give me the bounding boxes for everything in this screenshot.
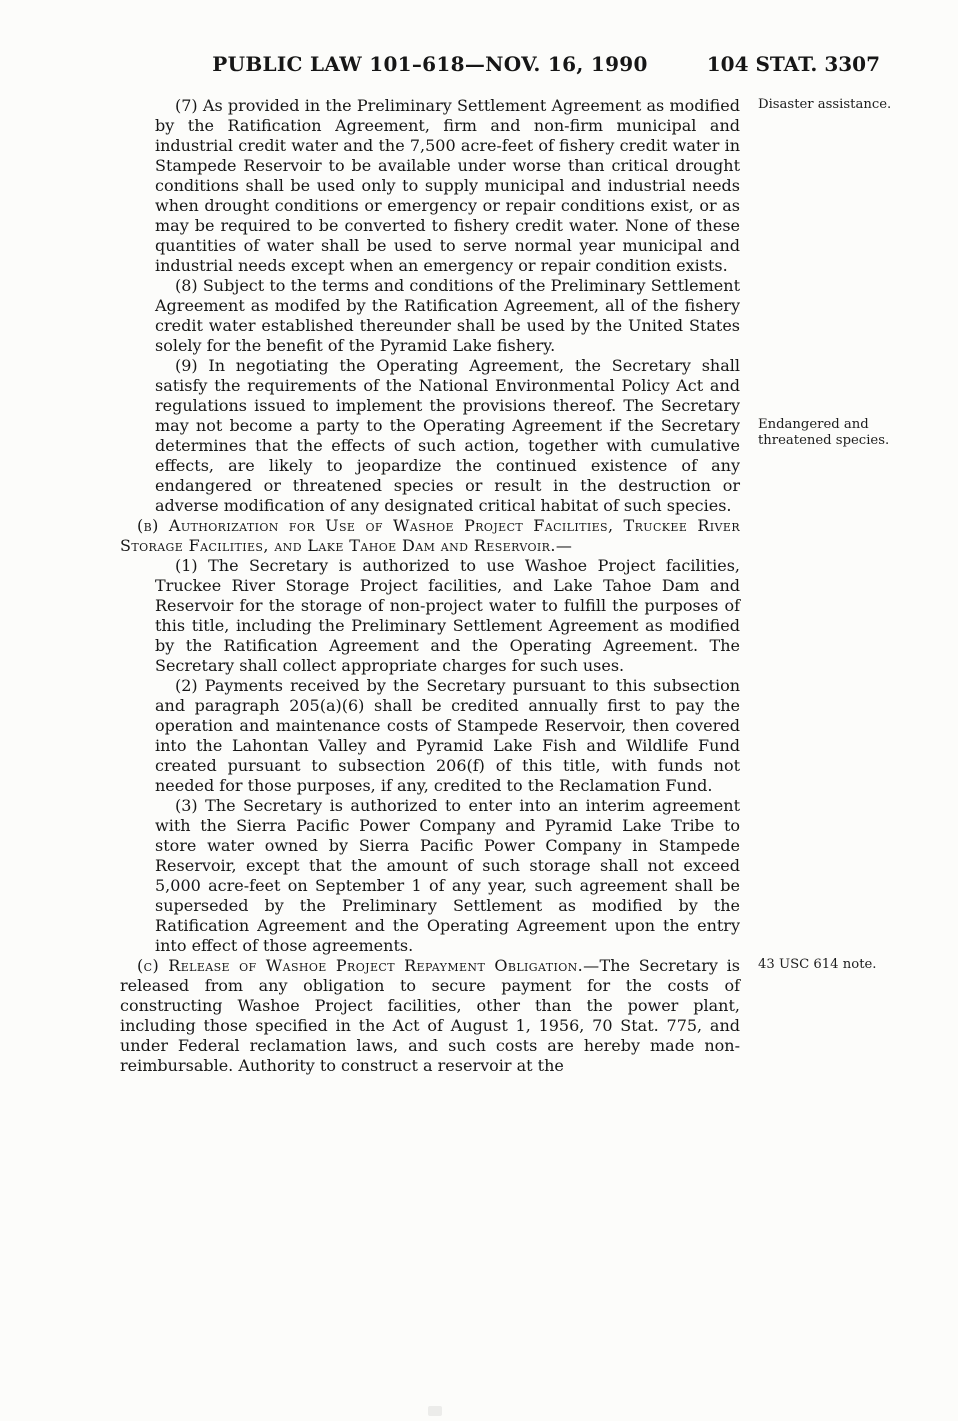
paragraph-7: (7) As provided in the Preliminary Settlement Agreement as modified by the Ratification Agreement, firm and non-firm municipal and industrial credit water and the 7,500 acre-feet of fishery credit water in Stampede Reservoir to be available under worse than critical drought conditions shall be used only to supply municipal and industrial needs when drought conditions or emergency or repair conditions exist, or as may be required to be converted to fishery credit water. None of these quantities of water shall be used to serve normal year municipal and industrial needs except when an emergency or repair condition exists. — [155, 96, 740, 275]
law-title: PUBLIC LAW 101–618—NOV. 16, 1990 — [212, 52, 648, 76]
paragraph-b1: (1) The Secretary is authorized to use Washoe Project facilities, Truckee River Storage Project facilities, and Lake Tahoe Dam and Reservoir for the storage of non-project water to fulfill the purposes of this title, including the Preliminary Settlement Agreement as modified by the Ratification Agreement and the Operating Agreement. The Secretary shall collect appropriate charges for such uses. — [155, 556, 740, 675]
paragraph-9: (9) In negotiating the Operating Agreement, the Secretary shall satisfy the requirements of the National Environmental Policy Act and regulations issued to implement the provisions thereof. The Secretary may not become a party to the Operating Agreement if the Secretary determines that the effects of such action, together with cumulative effects, are likely to jeopardize the continued existence of any endangered or threatened species or result in the destruction or adverse modification of any designated critical habitat of such species. — [155, 356, 740, 515]
paragraph-b3: (3) The Secretary is authorized to enter into an interim agreement with the Sierra Pacific Power Company and Pyramid Lake Tribe to store water owned by Sierra Pacific Power Company in Stampede Reservoir, except that the amount of such storage shall not exceed 5,000 acre-feet on September 1 of any year, such agreement shall be superseded by the Preliminary Settlement as modified by the Ratification Agreement and the Operating Agreement upon the entry into effect of those agreements. — [155, 796, 740, 955]
paragraph-8: (8) Subject to the terms and conditions of the Preliminary Settlement Agreement as modifed by the Ratification Agreement, all of the fishery credit water established thereunder shall be used by the United States solely for the benefit of the Pyramid Lake fishery. — [155, 276, 740, 355]
scan-smudge — [428, 1406, 442, 1416]
paragraph-7-row — [120, 96, 892, 276]
margin-note-endangered-species: Endangered and threatened species. — [758, 417, 890, 448]
page-header — [120, 52, 880, 78]
margin-note-usc-citation: 43 USC 614 note. — [758, 957, 877, 972]
subsection-c-row — [120, 956, 877, 1076]
subsection-c-heading: (c) Release of Washoe Project Repayment Obligation.— — [137, 956, 600, 975]
paragraph-b2-row — [120, 676, 740, 796]
paragraph-9-row — [120, 356, 890, 516]
paragraph-b2: (2) Payments received by the Secretary pursuant to this subsection and paragraph 205(a)(6) shall be credited annually first to pay the operation and maintenance costs of Stampede Reservoir, then covered into the Lahontan Valley and Pyramid Lake Fish and Wildlife Fund created pursuant to subsection 206(f) of this title, with funds not needed for those purposes, if any, credited to the Reclamation Fund. — [155, 676, 740, 795]
stat-page-number: 104 STAT. 3307 — [706, 52, 880, 76]
margin-note-disaster-assistance: Disaster assistance. — [758, 97, 892, 112]
paragraph-b1-row — [120, 556, 740, 676]
paragraph-8-row — [120, 276, 740, 356]
paragraph-b3-row — [120, 796, 740, 956]
subsection-c-text: The Secretary is released from any obligation to secure payment for the costs of constructing Washoe Project facilities, other than the power plant, including those specified in the Act of August 1, 1956, 70 Stat. 775, and under Federal reclamation laws, and such costs are hereby made non-reimbursable. Authority to construct a reservoir at the — [120, 956, 740, 1075]
subsection-b-heading-row — [120, 516, 740, 556]
paragraph-c — [120, 956, 740, 1076]
statute-text-column — [120, 96, 892, 1076]
subsection-b-heading: (b) Authorization for Use of Washoe Project Facilities, Truckee River Storage Facilities, and Lake Tahoe Dam and Reservoir.— — [120, 516, 740, 555]
